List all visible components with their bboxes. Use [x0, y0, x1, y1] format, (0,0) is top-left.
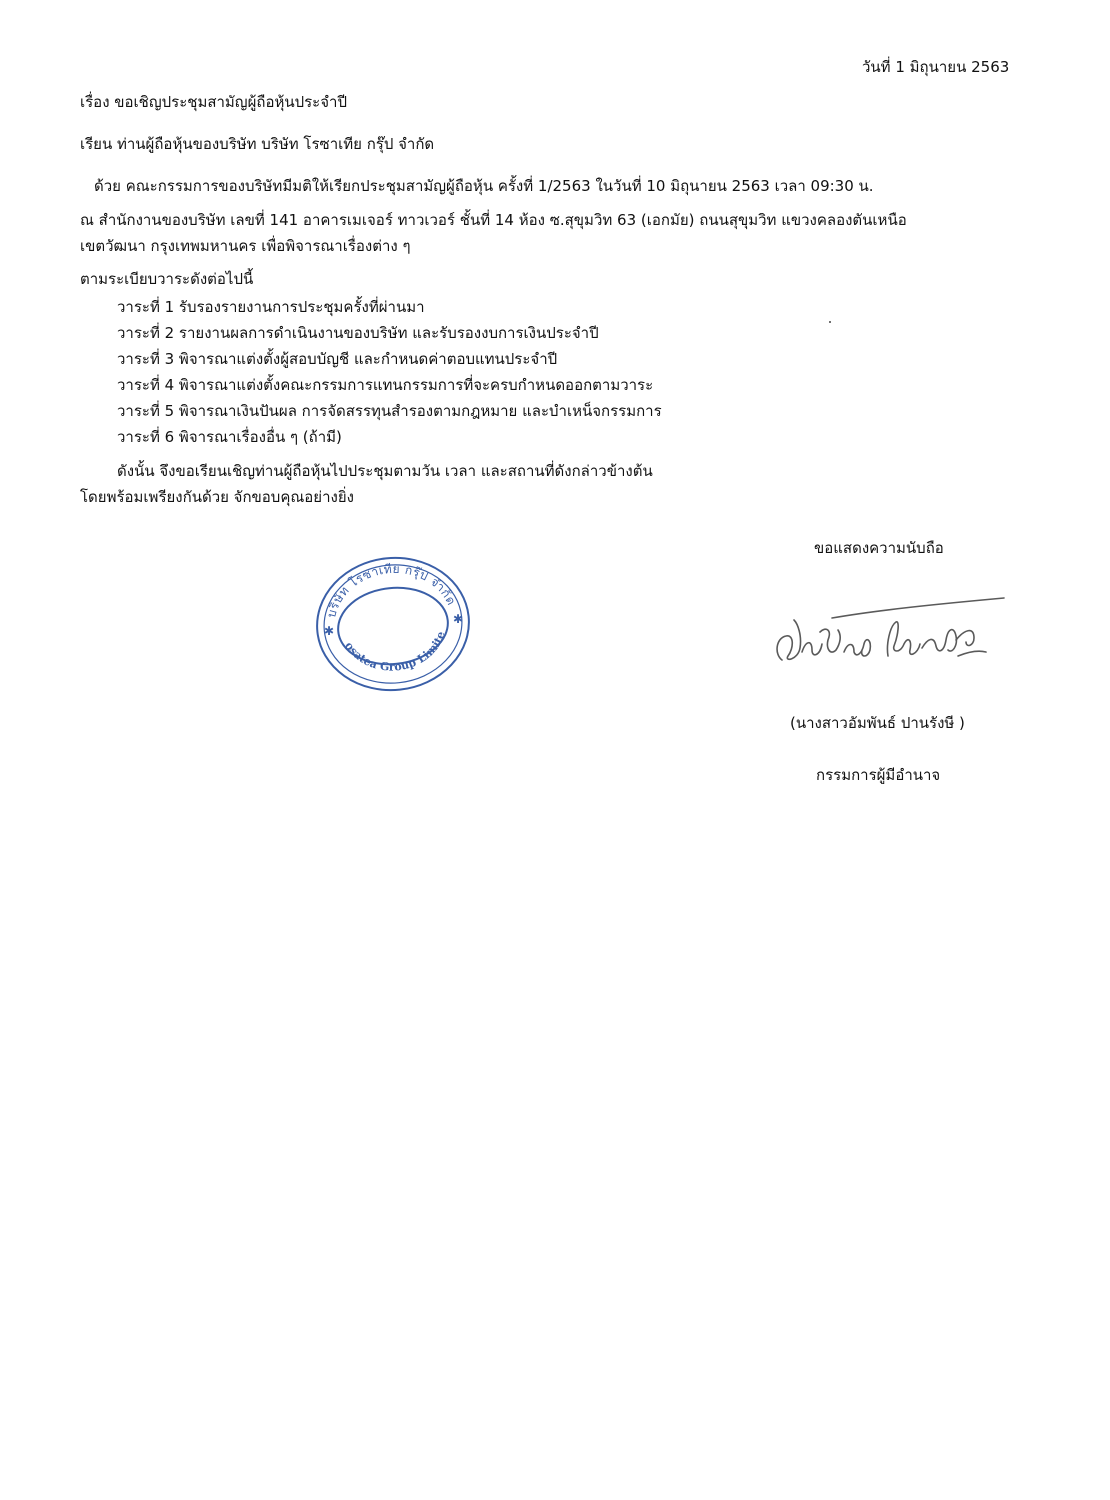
letter-salutation: เรียน ท่านผู้ถือหุ้นของบริษัท บริษัท โรซาเทีย กรุ๊ป จำกัด — [80, 135, 435, 153]
agenda-item: วาระที่ 3 พิจารณาแต่งตั้งผู้สอบบัญชี และกำหนดค่าตอบแทนประจำปี — [117, 350, 558, 368]
agenda-list — [117, 294, 662, 450]
agenda-item: วาระที่ 6 พิจารณาเรื่องอื่น ๆ (ถ้ามี) — [117, 428, 342, 446]
signer-title: กรรมการผู้มีอำนาจ — [816, 766, 941, 784]
company-seal — [312, 553, 474, 695]
agenda-item: วาระที่ 2 รายงานผลการดำเนินงานของบริษัท และรับรองงบการเงินประจำปี — [117, 324, 599, 342]
svg-text:Rosatea Group Limited: Rosatea Group Limited — [342, 629, 448, 674]
regards-text: ขอแสดงความนับถือ — [814, 539, 944, 557]
svg-text:✱: ✱ — [324, 624, 335, 638]
closing-line-2: โดยพร้อมเพรียงกันด้วย จักขอบคุณอย่างยิ่ง — [80, 488, 354, 506]
letter-date: วันที่ 1 มิถุนายน 2563 — [862, 58, 1010, 76]
closing-line-1: ดังนั้น จึงขอเรียนเชิญท่านผู้ถือหุ้นไปประชุมตามวัน เวลา และสถานที่ดังกล่าวข้างต้น — [117, 462, 653, 480]
location-line-2: เขตวัฒนา กรุงเทพมหานคร เพื่อพิจารณาเรื่องต่าง ๆ — [80, 237, 411, 255]
letter-subject: เรื่อง ขอเชิญประชุมสามัญผู้ถือหุ้นประจำปี — [80, 93, 347, 111]
handwritten-signature — [768, 596, 1008, 676]
agenda-item: วาระที่ 5 พิจารณาเงินปันผล การจัดสรรทุนสำรองตามกฎหมาย และบำเหน็จกรรมการ — [117, 402, 662, 420]
svg-text:บริษัท โรซาเทีย กรุ๊ป จำกัด: บริษัท โรซาเทีย กรุ๊ป จำกัด — [324, 561, 459, 620]
signer-name: (นางสาวอัมพันธ์ ปานรังษี ) — [790, 714, 965, 732]
scan-speck — [829, 321, 831, 323]
agenda-item: วาระที่ 4 พิจารณาแต่งตั้งคณะกรรมการแทนกรรมการที่จะครบกำหนดออกตามวาระ — [117, 376, 654, 394]
agenda-item: วาระที่ 1 รับรองรายงานการประชุมครั้งที่ผ่านมา — [117, 298, 425, 316]
agenda-heading: ตามระเบียบวาระดังต่อไปนี้ — [80, 270, 254, 288]
location-line-1: ณ สำนักงานของบริษัท เลขที่ 141 อาคารเมเจอร์ ทาวเวอร์ ชั้นที่ 14 ห้อง ซ.สุขุมวิท 63 (เอกมัย) ถนนสุขุมวิท แขวงคลองตันเหนือ — [80, 211, 907, 229]
svg-text:✱: ✱ — [453, 612, 464, 626]
intro-paragraph: ด้วย คณะกรรมการของบริษัทมีมติให้เรียกประชุมสามัญผู้ถือหุ้น ครั้งที่ 1/2563 ในวันที่ 10 มิถุนายน 2563 เวลา 09:30 น. — [94, 177, 874, 195]
